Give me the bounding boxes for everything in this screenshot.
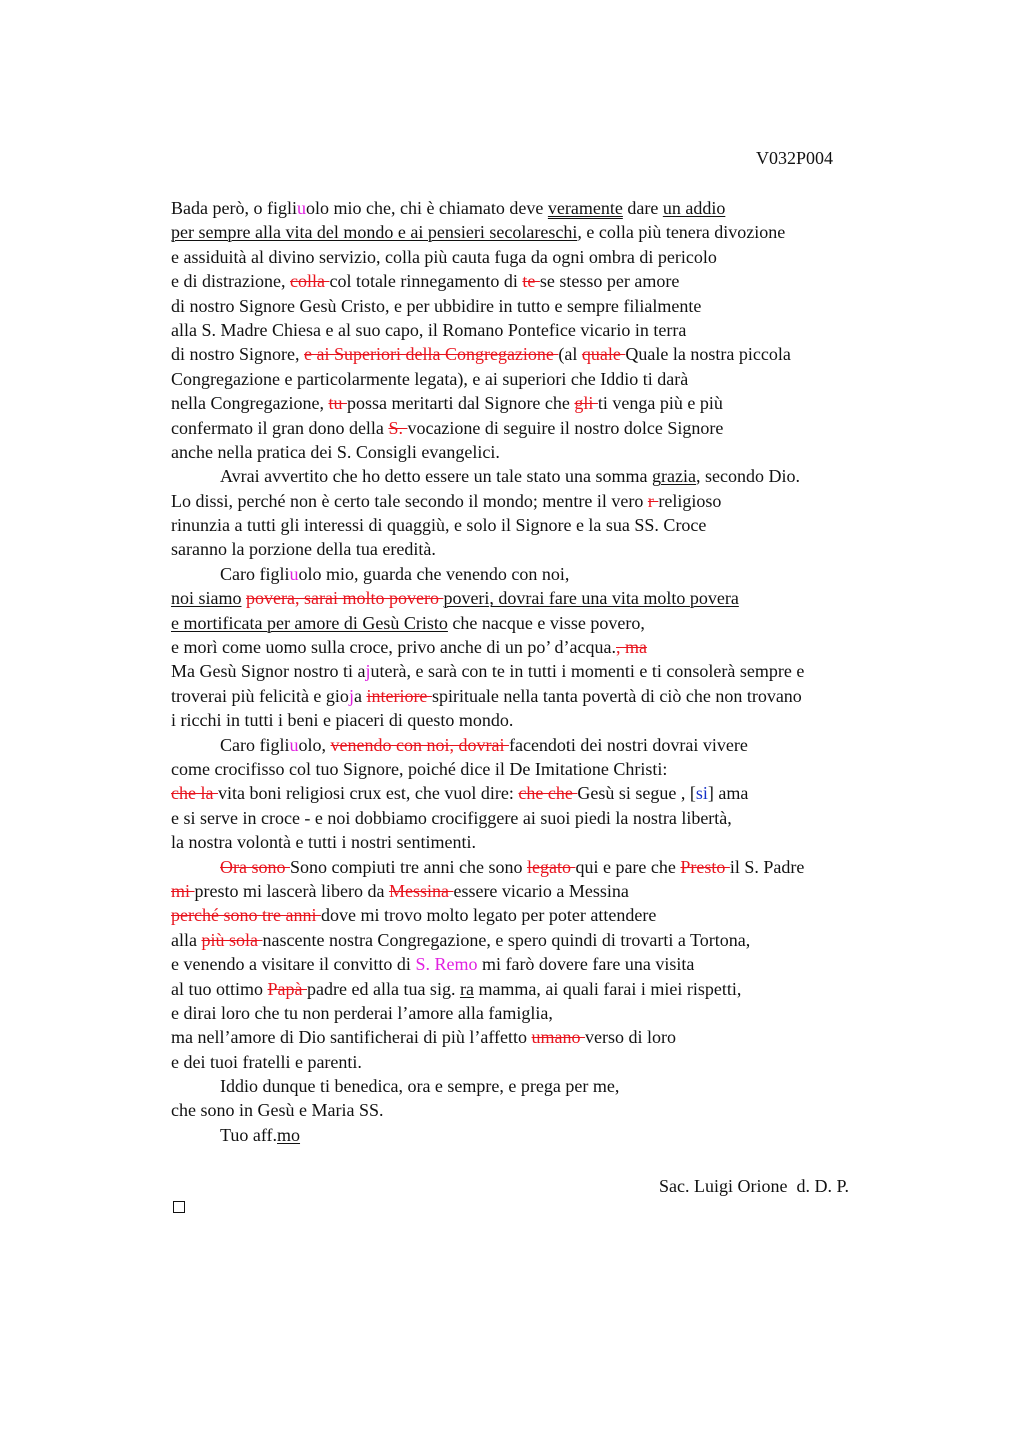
text-line: [171, 659, 931, 683]
text-segment: dove mi trovo molto legato per poter attendere: [320, 905, 657, 926]
text-segment: Tuo aff.: [220, 1124, 278, 1145]
text-segment: Bada però, o figli: [171, 198, 297, 218]
underlined-text: un addio: [662, 198, 726, 218]
text-segment: di nostro Signore,: [171, 344, 304, 365]
text-line: [171, 781, 931, 805]
text-line: [171, 489, 931, 513]
deleted-text: S.: [388, 417, 408, 438]
text-segment: olo mio che, chi è chiamato deve: [305, 198, 548, 218]
text-segment: e venendo a visitare il convitto di: [171, 954, 416, 975]
deleted-text: r: [647, 490, 659, 511]
text-segment: Caro figli: [220, 563, 290, 584]
text-line: [171, 806, 931, 830]
deleted-text: perché sono tre anni: [171, 905, 321, 926]
deleted-text: , ma: [616, 637, 648, 658]
text-segment: alla: [171, 929, 202, 950]
text-segment: anche nella pratica dei S. Consigli evangelici.: [171, 441, 500, 462]
text-segment: nascente nostra Congregazione, e spero quindi di trovarti a Tortona,: [262, 929, 751, 950]
text-segment: confermato il gran dono della: [171, 417, 389, 438]
text-segment: essere vicario a Messina: [453, 880, 629, 901]
text-line: [171, 367, 931, 391]
text-segment: mi farò dovere fare una visita: [477, 954, 695, 975]
underlined-text: noi siamo: [171, 588, 242, 609]
deleted-text: quale: [581, 344, 626, 365]
text-segment: nella Congregazione,: [171, 393, 329, 414]
text-segment: i ricchi in tutti i beni e piaceri di questo mondo.: [171, 710, 514, 731]
text-line: [171, 977, 931, 1001]
text-segment: religioso: [658, 490, 722, 511]
text-segment: al tuo ottimo: [171, 978, 268, 999]
deleted-text: Messina: [388, 880, 454, 901]
text-segment: saranno la porzione della tua eredità.: [171, 539, 436, 560]
text-segment: Quale la nostra piccola: [625, 344, 791, 365]
text-line: [171, 830, 931, 854]
text-segment: alla S. Madre Chiesa e al suo capo, il Romano Pontefice vicario in terra: [171, 319, 687, 340]
text-line: [171, 1050, 931, 1074]
inserted-letter: j: [365, 661, 371, 682]
text-line: [171, 562, 931, 586]
signature: Sac. Luigi Orione d. D. P.: [659, 1176, 849, 1196]
text-segment: Avrai avvertito che ho detto essere un tale stato una somma: [220, 466, 653, 487]
text-segment: , secondo Dio.: [696, 466, 800, 487]
text-segment: e dirai loro che tu non perderai l’amore alla famiglia,: [171, 1002, 553, 1023]
deleted-text: te: [522, 271, 540, 292]
text-segment: qui e pare che: [575, 856, 681, 877]
text-segment: vocazione di seguire il nostro dolce Signore: [407, 417, 724, 438]
text-line: [171, 342, 931, 366]
text-line: [171, 708, 931, 732]
text-segment: col totale rinnegamento di: [329, 271, 523, 292]
underlined-text: mo: [277, 1124, 301, 1145]
text-segment: (al: [558, 344, 582, 365]
text-line: [171, 318, 931, 342]
text-segment: possa meritarti dal Signore che: [346, 393, 575, 414]
text-line: [171, 635, 931, 659]
text-segment: come crocifisso col tuo Signore, poiché dice il De Imitatione Christi:: [171, 758, 668, 779]
text-segment: dare: [622, 198, 663, 218]
text-segment: olo mio, guarda che venendo con noi,: [298, 563, 570, 584]
deleted-text: Papà: [267, 978, 307, 999]
text-line: [171, 855, 931, 879]
text-segment: e assiduità al divino servizio, colla più cauta fuga da ogni ombra di pericolo: [171, 246, 717, 267]
text-line: [171, 245, 931, 269]
text-segment: che nacque e visse povero,: [447, 612, 645, 633]
text-segment: che sono in Gesù e Maria SS.: [171, 1100, 384, 1121]
text-line: [171, 294, 931, 318]
underlined-text: poveri, dovrai fare una vita molto povera: [443, 588, 739, 609]
inserted-letter: u: [289, 734, 299, 755]
text-line: [171, 220, 931, 244]
text-segment: Sono compiuti tre anni che sono: [290, 856, 527, 877]
inserted-letter: S. Remo: [415, 954, 478, 975]
deleted-text: tu: [328, 393, 347, 414]
deleted-text: umano: [531, 1027, 586, 1048]
text-segment: e morì come uomo sulla croce, privo anche di un po’ d’acqua.: [171, 637, 617, 658]
text-segment: Congregazione e particolarmente legata), e ai superiori che Iddio ti darà: [171, 368, 689, 389]
letter-body: [171, 196, 931, 1147]
deleted-text: Ora sono: [220, 856, 290, 877]
text-segment: verso di loro: [585, 1027, 677, 1048]
text-line: [171, 757, 931, 781]
deleted-text: gli: [574, 393, 598, 414]
text-line: [171, 1098, 931, 1122]
text-segment: la nostra volontà e tutti i nostri sentimenti.: [171, 832, 476, 853]
text-segment: di nostro Signore Gesù Cristo, e per ubbidire in tutto e sempre filialmente: [171, 295, 702, 316]
text-segment: ] ama: [707, 783, 749, 804]
text-line: [171, 391, 931, 415]
text-line: [171, 928, 931, 952]
text-segment: spirituale nella tanta povertà di ciò che non trovano: [431, 685, 802, 706]
inserted-letter: j: [348, 685, 354, 706]
inserted-letter: u: [296, 198, 306, 218]
text-segment: Gesù si segue , [: [577, 783, 696, 804]
deleted-text: e ai Superiori della Congregazione: [304, 344, 559, 365]
text-segment: Lo dissi, perché non è certo tale secondo il mondo; mentre il vero: [171, 490, 648, 511]
deleted-text: che la: [171, 783, 218, 804]
deleted-text: che che: [518, 783, 578, 804]
text-segment: Caro figli: [220, 734, 290, 755]
text-segment: uterà, e sarà con te in tutti i momenti e ti consolerà sempre e: [370, 661, 805, 682]
text-line: [171, 1001, 931, 1025]
text-line: [171, 440, 931, 464]
text-segment: Ma Gesù Signor nostro ti a: [171, 661, 366, 682]
underlined-text: ra: [459, 978, 474, 999]
text-line: [171, 269, 931, 293]
text-line: [171, 416, 931, 440]
deleted-text: colla: [289, 271, 330, 292]
text-segment: a: [353, 685, 367, 706]
deleted-text: povera, sarai molto povero: [246, 588, 444, 609]
deleted-text: interiore: [366, 685, 432, 706]
text-segment: mamma, ai quali farai i miei rispetti,: [473, 978, 742, 999]
underlined-text: per sempre alla vita del mondo e ai pensieri secolareschi: [171, 222, 578, 243]
editorial-insertion: si: [695, 783, 708, 804]
deleted-text: mi: [171, 880, 195, 901]
text-segment: presto mi lascerà libero da: [194, 880, 389, 901]
text-segment: Iddio dunque ti benedica, ora e sempre, e prega per me,: [220, 1076, 620, 1097]
text-line: [171, 1123, 931, 1147]
text-segment: vita boni religiosi crux est, che vuol dire:: [217, 783, 519, 804]
text-segment: e di distrazione,: [171, 271, 290, 292]
text-line: [171, 903, 931, 927]
text-segment: , e colla più tenera divozione: [577, 222, 786, 243]
text-line: [171, 952, 931, 976]
text-line: [171, 586, 931, 610]
text-segment: e dei tuoi fratelli e parenti.: [171, 1051, 362, 1072]
inserted-letter: u: [289, 563, 299, 584]
text-line: [171, 611, 931, 635]
text-line: [171, 733, 931, 757]
deleted-text: venendo con noi, dovrai: [330, 734, 509, 755]
deleted-text: legato: [526, 856, 576, 877]
text-line: [171, 1025, 931, 1049]
text-line: [171, 513, 931, 537]
deleted-text: più sola: [201, 929, 263, 950]
page-code: V032P004: [756, 148, 834, 168]
text-segment: padre ed alla tua sig.: [307, 978, 460, 999]
text-line: [171, 1074, 931, 1098]
underlined-text: e mortificata per amore di Gesù Cristo: [171, 612, 448, 633]
text-segment: facendoti dei nostri dovrai vivere: [508, 734, 748, 755]
underlined-text: veramente: [547, 198, 623, 218]
deleted-text: Presto: [680, 856, 730, 877]
text-line: [171, 879, 931, 903]
text-segment: se stesso per amore: [539, 271, 680, 292]
text-segment: il S. Padre: [729, 856, 805, 877]
text-segment: olo,: [298, 734, 331, 755]
text-segment: ti venga più e più: [597, 393, 723, 414]
text-line: [171, 684, 931, 708]
text-segment: troverai più felicità e gio: [171, 685, 349, 706]
text-line: [171, 537, 931, 561]
text-line: [171, 196, 931, 220]
text-segment: rinunzia a tutti gli interessi di quaggiù, e solo il Signore e la sua SS. Croce: [171, 515, 707, 536]
text-segment: e si serve in croce - e noi dobbiamo crocifiggere ai suoi piedi la nostra libertà,: [171, 807, 732, 828]
square-box-icon: [173, 1201, 185, 1213]
text-segment: ma nell’amore di Dio santificherai di più l’affetto: [171, 1027, 532, 1048]
text-line: [171, 464, 931, 488]
underlined-text: grazia: [652, 466, 696, 487]
